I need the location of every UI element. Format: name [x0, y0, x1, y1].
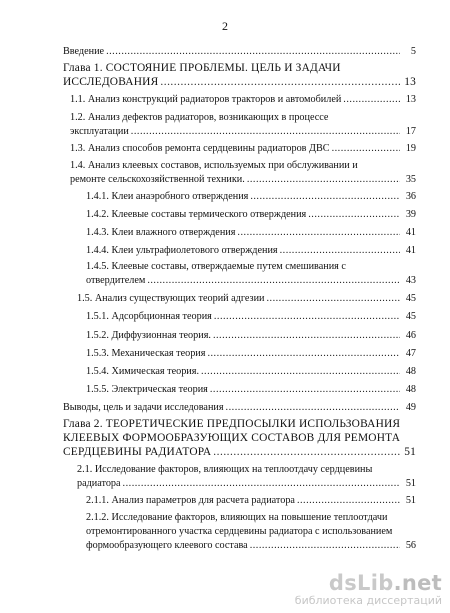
- toc-entry-title: 1.4.2. Клеевые составы термического отверждения: [86, 209, 307, 220]
- toc-entry-title: 1.4.1. Клеи анаэробного отверждения: [86, 191, 249, 202]
- toc-page-number: 5: [410, 46, 416, 57]
- toc-entry-2-1-1: [86, 495, 416, 507]
- toc-page-number: 13: [404, 76, 416, 88]
- page-number: 2: [222, 19, 228, 33]
- toc-entry-1-5-2: [86, 330, 416, 342]
- toc-page-number: 36: [405, 191, 416, 202]
- dot-leader: [237, 227, 400, 239]
- watermark-logo-tld: .net: [393, 571, 442, 595]
- dot-leader: [247, 174, 400, 186]
- toc-entry-title: отвердителем: [86, 275, 146, 286]
- toc-entry-2-1-2-line-1: 2.1.2. Исследование факторов, влияющих на повышение теплоотдачи: [86, 512, 388, 523]
- toc-entry-1-2-line-2: [70, 126, 416, 138]
- toc-entry-1-5-1: [86, 311, 416, 323]
- toc-entry-1-4-line-1: 1.4. Анализ клеевых составов, используемых при обслуживании и: [70, 160, 358, 171]
- toc-entry-title: эксплуатации: [70, 126, 129, 137]
- dot-leader: [214, 311, 400, 323]
- toc-page-number: 49: [405, 402, 416, 413]
- toc-entry-1-5: [77, 293, 416, 305]
- dot-leader: [332, 143, 400, 155]
- watermark-logo: [295, 572, 442, 594]
- toc-page-number: 47: [405, 348, 416, 359]
- toc-entry-title: 1.5.1. Адсорбционная теория: [86, 311, 212, 322]
- toc-entry-1-5-4: [86, 366, 416, 378]
- toc-entry-title: 1.4.4. Клеи ультрафиолетового отверждения: [86, 245, 278, 256]
- dot-leader: [131, 126, 400, 138]
- toc-entry-1-5-5: [86, 384, 416, 396]
- dot-leader: [297, 495, 400, 507]
- toc-page-number: 51: [405, 495, 416, 506]
- toc-page-number: 41: [405, 227, 416, 238]
- toc-page-number: 45: [405, 293, 416, 304]
- toc-entry-1-4-3: [86, 227, 416, 239]
- dot-leader: [160, 76, 400, 88]
- toc-page-number: 56: [405, 540, 416, 551]
- toc-page-number: 41: [405, 245, 416, 256]
- toc-page-number: 43: [405, 275, 416, 286]
- toc-entry-2-1-2-line-2: отремонтированного участка сердцевины радиатора с использованием: [86, 526, 393, 537]
- toc-page-number: 39: [405, 209, 416, 220]
- dot-leader: [250, 540, 400, 552]
- toc-page-number: 17: [405, 126, 416, 137]
- toc-page-number: 48: [405, 366, 416, 377]
- toc-entry-1-2-line-1: 1.2. Анализ дефектов радиаторов, возникающих в процессе: [70, 112, 329, 123]
- dot-leader: [266, 293, 400, 305]
- dot-leader: [207, 348, 400, 360]
- toc-entry-1-4-4: [86, 245, 416, 257]
- dot-leader: [213, 446, 400, 458]
- toc-page-number: 46: [405, 330, 416, 341]
- toc-entry-title: радиатора: [77, 478, 121, 489]
- dot-leader: [106, 46, 400, 58]
- toc-chapter-1-line-2: [63, 76, 416, 88]
- toc-entry-2-1-line-1: 2.1. Исследование факторов, влияющих на теплоотдачу сердцевины: [77, 464, 373, 475]
- toc-entry-title: СЕРДЦЕВИНЫ РАДИАТОРА: [63, 446, 212, 458]
- dot-leader: [147, 275, 400, 287]
- dot-leader: [201, 366, 400, 378]
- dot-leader: [343, 94, 400, 106]
- toc-entry-1-4-5-line-2: [86, 275, 416, 287]
- toc-entry-2-1-2-line-3: [86, 540, 416, 552]
- toc-entry-title: ремонте сельскохозяйственной техники.: [70, 174, 245, 185]
- toc-page-number: 35: [405, 174, 416, 185]
- toc-entry-title: 1.5.3. Механическая теория: [86, 348, 206, 359]
- toc-entry-1-4-1: [86, 191, 416, 203]
- toc-entry-1-4-line-2: [70, 174, 416, 186]
- toc-entry-2-1-line-2: [77, 478, 416, 490]
- toc-entry-intro: [63, 46, 416, 58]
- toc-entry-1-5-3: [86, 348, 416, 360]
- toc-entry-title: 1.5.2. Диффузионная теория.: [86, 330, 211, 341]
- toc-entry-title: 1.1. Анализ конструкций радиаторов тракторов и автомобилей: [70, 94, 342, 105]
- toc-entry-conclusions: [63, 402, 416, 414]
- toc-chapter-1-line-1: Глава 1. СОСТОЯНИЕ ПРОБЛЕМЫ. ЦЕЛЬ И ЗАДАЧИ: [63, 62, 341, 74]
- toc-entry-1-1: [70, 94, 416, 106]
- toc-page-number: 13: [405, 94, 416, 105]
- dot-leader: [226, 402, 400, 414]
- toc-entry-1-3: [70, 143, 416, 155]
- dot-leader: [280, 245, 400, 257]
- toc-chapter-2-line-3: [63, 446, 416, 458]
- toc-entry-title: 1.5. Анализ существующих теорий адгезии: [77, 293, 265, 304]
- toc-entry-1-4-2: [86, 209, 416, 221]
- toc-entry-title: Введение: [63, 46, 105, 57]
- toc-entry-title: 1.5.4. Химическая теория.: [86, 366, 199, 377]
- toc-chapter-2-line-2: КЛЕЕВЫХ ФОРМООБРАЗУЮЩИХ СОСТАВОВ ДЛЯ РЕМОНТА: [63, 432, 401, 444]
- toc-page-number: 51: [404, 446, 416, 458]
- dot-leader: [250, 191, 400, 203]
- toc-entry-1-4-5-line-1: 1.4.5. Клеевые составы, отверждаемые путем смешивания с: [86, 261, 346, 272]
- site-watermark: [295, 572, 442, 607]
- toc-page-number: 48: [405, 384, 416, 395]
- toc-page-number: 51: [405, 478, 416, 489]
- toc-entry-title: ИССЛЕДОВАНИЯ: [63, 76, 159, 88]
- toc-entry-title: Выводы, цель и задачи исследования: [63, 402, 224, 413]
- dot-leader: [308, 209, 400, 221]
- toc-entry-title: 1.3. Анализ способов ремонта сердцевины радиаторов ДВС: [70, 143, 330, 154]
- dot-leader: [123, 478, 400, 490]
- toc-page-number: 45: [405, 311, 416, 322]
- dot-leader: [210, 384, 400, 396]
- toc-entry-title: 1.4.3. Клеи влажного отверждения: [86, 227, 236, 238]
- toc-entry-title: 2.1.1. Анализ параметров для расчета радиатора: [86, 495, 295, 506]
- watermark-logo-main: dsLib: [328, 571, 394, 595]
- watermark-subtitle: библиотека диссертаций: [294, 594, 442, 607]
- toc-entry-title: 1.5.5. Электрическая теория: [86, 384, 208, 395]
- toc-chapter-2-line-1: Глава 2. ТЕОРЕТИЧЕСКИЕ ПРЕДПОСЫЛКИ ИСПОЛЬЗОВАНИЯ: [63, 418, 401, 430]
- toc-page-number: 19: [405, 143, 416, 154]
- dot-leader: [213, 330, 400, 342]
- toc-entry-title: формообразующего клеевого состава: [86, 540, 248, 551]
